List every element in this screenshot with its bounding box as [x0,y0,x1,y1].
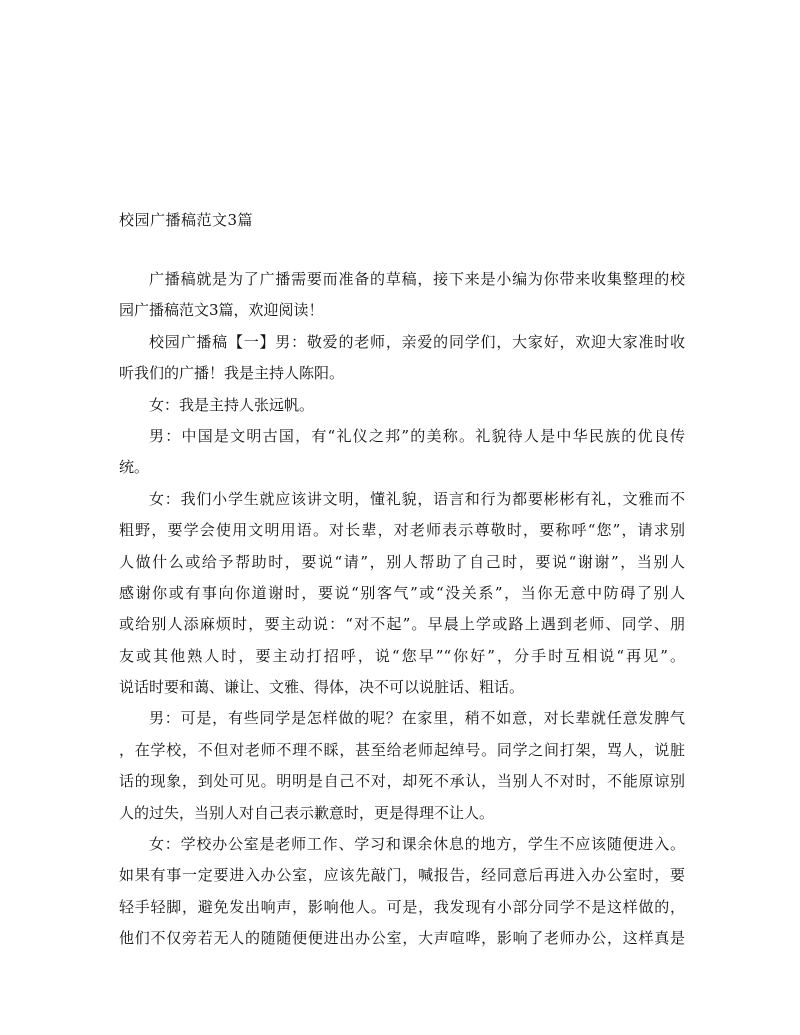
document-body [119,264,685,955]
body-text-line: 感谢你或有事向你道谢时，要说“别客气”或“没关系”，当你无意中防碍了别人 [119,583,685,602]
body-text-line: 说话时要和蔼、谦让、文雅、得体，决不可以说脏话、粗话。 [119,678,525,697]
document-title: 校园广播稿范文3篇 [119,211,254,229]
body-text-line: 话的现象，到处可见。明明是自己不对，却死不承认，当别人不对时，不能原谅别 [119,772,685,791]
body-text-line: 女：学校办公室是老师工作、学习和课余休息的地方，学生不应该随便进入。 [149,835,685,854]
body-text-line: ，在学校，不但对老师不理不睬，甚至给老师起绰号。同学之间打架，骂人，说脏 [119,740,685,759]
body-text-line: 听我们的广播！我是主持人陈阳。 [119,364,345,383]
body-text-line: 他们不仅旁若无人的随随便便进出办公室，大声喧哗，影响了老师办公，这样真是 [119,929,685,948]
body-text-line: 人的过失，当别人对自己表示歉意时，更是得理不让人。 [119,803,495,822]
body-text-line: 轻手轻脚，避免发出响声，影响他人。可是，我发现有小部分同学不是这样做的， [119,897,685,916]
body-text-line: 或给别人添麻烦时，要主动说：“对不起”。早晨上学或路上遇到老师、同学、朋 [119,615,685,634]
body-text-line: 男：可是，有些同学是怎样做的呢？在家里，稍不如意，对长辈就任意发脾气 [149,709,685,728]
body-text-line: 男：中国是文明古国，有“礼仪之邦”的美称。礼貌待人是中华民族的优良传 [149,426,685,445]
body-text-line: 粗野，要学会使用文明用语。对长辈，对老师表示尊敬时，要称呼“您”，请求别 [119,521,685,540]
body-text-line: 广播稿就是为了广播需要而准备的草稿，接下来是小编为你带来收集整理的校 [149,270,685,288]
body-text-line: 统。 [119,458,150,477]
body-text-line: 校园广播稿【一】男：敬爱的老师，亲爱的同学们，大家好，欢迎大家准时收 [149,332,685,351]
body-text-line: 人做什么或给予帮助时，要说“请”，别人帮助了自己时，要说“谢谢”，当别人 [119,552,685,571]
body-text-line: 如果有事一定要进入办公室，应该先敲门，喊报告，经同意后再进入办公室时，要 [119,866,685,885]
body-text-line: 女：我们小学生就应该讲文明，懂礼貌，语言和行为都要彬彬有礼，文雅而不 [149,489,685,508]
body-text-line: 友或其他熟人时，要主动打招呼，说“您早”“你好”，分手时互相说“再见”。 [119,646,685,665]
body-text-line: 园广播稿范文3篇，欢迎阅读！ [119,301,324,320]
body-text-line: 女：我是主持人张远帆。 [149,395,315,414]
